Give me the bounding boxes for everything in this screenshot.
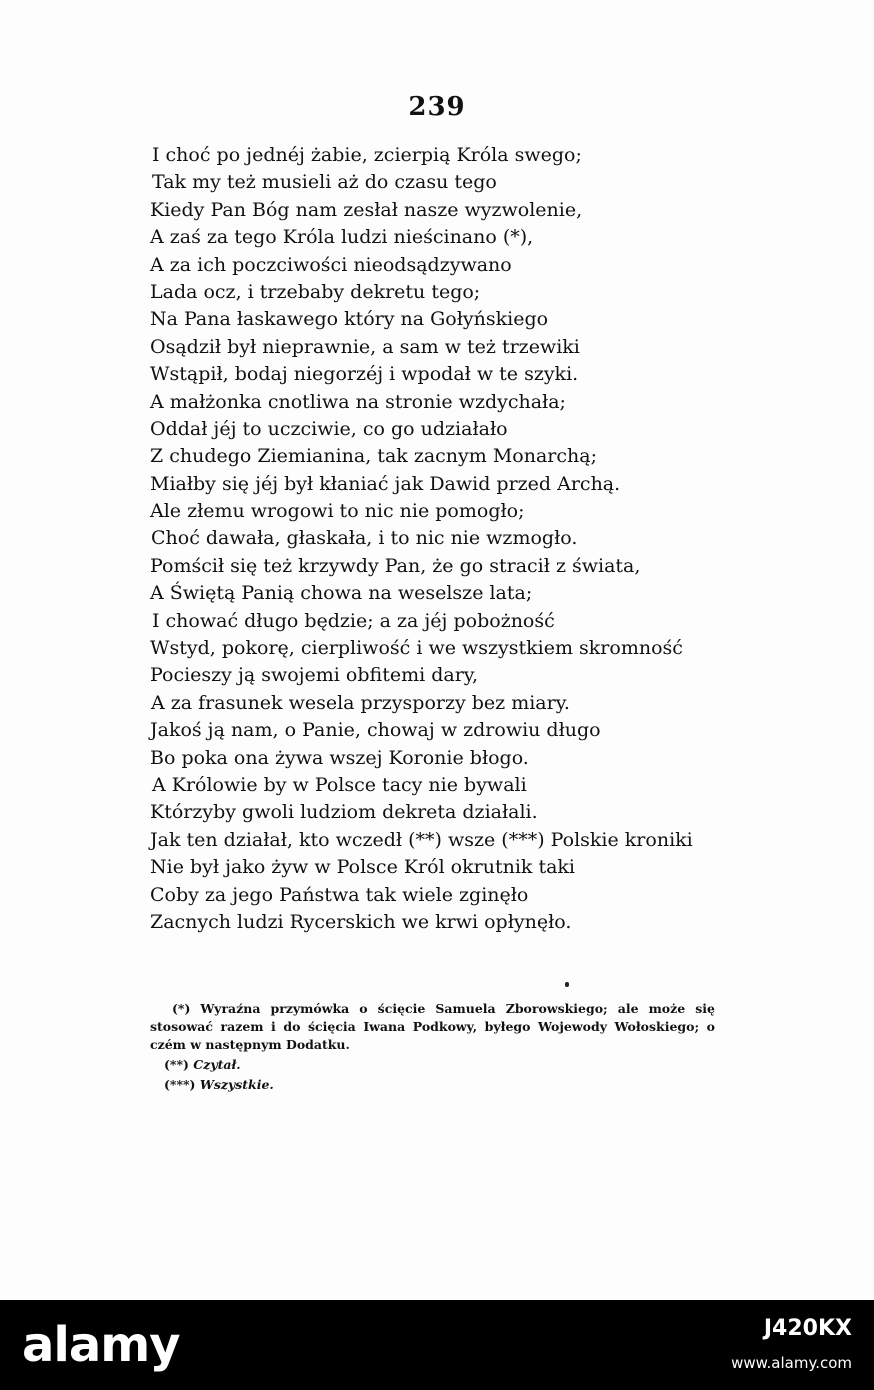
verse-line: Kiedy Pan Bóg nam zesłał nasze wyzwolenie, xyxy=(150,198,583,221)
verse-line: Bo poka ona żywa wszej Koronie błogo. xyxy=(150,746,529,769)
watermark-banner xyxy=(0,1300,874,1390)
verse-line: I choć po jednéj żabie, zcierpią Króla swego; xyxy=(152,144,582,166)
footnote-3-mark: (***) xyxy=(164,1077,196,1092)
verse-line: A zaś za tego Króla ludzi nieścinano (*), xyxy=(150,226,534,249)
image-id: J420KX xyxy=(763,1316,852,1341)
footnote-3 xyxy=(150,1076,715,1094)
verse-line: Osądził był nieprawnie, a sam w też trzewiki xyxy=(150,335,580,358)
verse-line: Wstąpił, bodaj niegorzéj i wpodał w te szyki. xyxy=(150,363,579,386)
verse-line: Z chudego Ziemianina, tak zacnym Monarchą; xyxy=(150,445,597,468)
footnotes xyxy=(150,1000,715,1094)
ink-dot xyxy=(565,982,569,987)
footnote-2-mark: (**) xyxy=(164,1057,189,1072)
verse-line: Pocieszy ją swojemi obfitemi dary, xyxy=(150,664,479,687)
verse-line: Choć dawała, głaskała, i to nic nie wzmogło. xyxy=(151,527,578,550)
verse-line: Nie był jako żyw w Polsce Król okrutnik taki xyxy=(150,856,576,879)
verse-block xyxy=(150,142,750,936)
verse-line: Oddał jéj to uczciwie, co go udziałało xyxy=(150,417,508,440)
footnote-2 xyxy=(150,1056,715,1074)
verse-line: I chować długo będzie; a za jéj pobożność xyxy=(152,609,555,632)
verse-line: Jakoś ją nam, o Panie, chowaj w zdrowiu długo xyxy=(150,719,601,742)
verse-line: A za frasunek wesela przysporzy bez miary. xyxy=(151,691,570,714)
verse-line: Zacnych ludzi Rycerskich we krwi opłynęło. xyxy=(150,910,572,933)
verse-line: Którzyby gwoli ludziom dekreta działali. xyxy=(150,801,538,824)
verse-line: Pomścił się też krzywdy Pan, że go stracił z świata, xyxy=(150,554,641,577)
verse-line: Wstyd, pokorę, cierpliwość i we wszystkiem skromność xyxy=(150,637,683,660)
verse-line: A za ich poczciwości nieodsądzywano xyxy=(150,253,512,276)
page-number: 239 xyxy=(408,92,466,122)
verse-line: Lada ocz, i trzebaby dekretu tego; xyxy=(150,280,481,303)
verse-line: Coby za jego Państwa tak wiele zginęło xyxy=(150,883,529,906)
verse-line: A małżonka cnotliwa na stronie wzdychała; xyxy=(150,390,566,413)
verse-line: Ale złemu wrogowi to nic nie pomogło; xyxy=(150,500,525,523)
footnote-2-text: Czytał. xyxy=(193,1057,241,1072)
footnote-3-text: Wszystkie. xyxy=(199,1077,274,1092)
footnote-1: (*) Wyraźna przymówka o ścięcie Samuela Zborowskiego; ale może się stosować razem i do ścięcia Iwana Podkowy, byłego Wojewody Wołoskiego; o czém w następnym Dodatku. xyxy=(150,1001,715,1052)
verse-line: A Królowie by w Polsce tacy nie bywali xyxy=(152,773,527,796)
verse-line: Tak my też musieli aż do czasu tego xyxy=(152,171,497,194)
verse-line: Na Pana łaskawego który na Gołyńskiego xyxy=(150,308,549,331)
verse-line: A Świętą Panią chowa na weselsze lata; xyxy=(150,582,533,605)
site-url: www.alamy.com xyxy=(731,1354,852,1372)
verse-line: Miałby się jéj był kłaniać jak Dawid przed Archą. xyxy=(150,472,621,495)
verse-line: Jak ten działał, kto wczedł (**) wsze (***) Polskie kroniki xyxy=(150,828,693,851)
alamy-logo: alamy xyxy=(22,1317,180,1373)
